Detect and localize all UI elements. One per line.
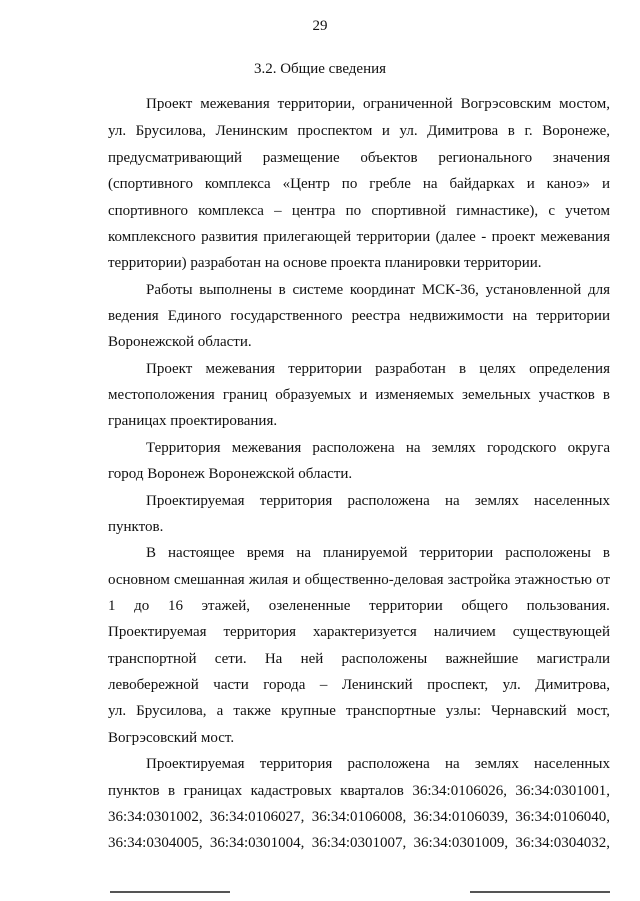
paragraph-7-line-1: Проектируемая территория расположена на землях населенных [146, 756, 610, 772]
paragraph-6-line-1: В настоящее время на планируемой территории расположены в [146, 545, 610, 561]
paragraph-1-line-1: Проект межевания территории, ограниченной Вогрэсовским мостом, [146, 96, 610, 112]
page-number: 29 [312, 18, 328, 34]
paragraph-4-line-1: Территория межевания расположена на землях городского округа [146, 440, 610, 456]
word-7: общего [461, 598, 508, 614]
word-2: до [134, 598, 150, 614]
paragraph-2-line-1: Работы выполнены в системе координат МСК-36, установленной для [146, 282, 610, 298]
paragraph-6-line-8: Вогрэсовский мост. [108, 730, 235, 746]
word-8: пользования. [526, 598, 610, 614]
word-1: 1 [108, 598, 116, 614]
scan-edge-mark-right [470, 891, 610, 893]
paragraph-1-line-2: ул. Брусилова, Ленинским проспектом и ул. Димитрова в г. Воронеже, [108, 123, 610, 139]
scan-edge-mark-left [110, 891, 230, 893]
paragraph-6-line-2: основном смешанная жилая и общественно-деловая застройка этажностью от [108, 572, 610, 588]
paragraph-1-line-7: территории) разработан на основе проекта планировки территории. [108, 255, 542, 271]
paragraph-3-line-3: границах проектирования. [108, 413, 278, 429]
paragraph-1-line-5: спортивного комплекса – центра по спортивной гимнастике), с учетом [108, 203, 610, 219]
section-heading: 3.2. Общие сведения [253, 61, 387, 77]
paragraph-1-line-6: комплексного развития прилегающей территории (далее - проект межевания [108, 229, 610, 245]
word-3: 16 [167, 598, 183, 614]
word-6: территории [369, 598, 443, 614]
paragraph-4-line-2: город Воронеж Воронежской области. [108, 466, 353, 482]
paragraph-3-line-2: местоположения границ образуемых и изменяемых земельных участков в [108, 387, 610, 403]
paragraph-2-line-2: ведения Единого государственного реестра недвижимости на территории [108, 308, 610, 324]
paragraph-6-line-4: Проектируемая территория характеризуется наличием существующей [108, 624, 610, 640]
paragraph-5-line-2: пунктов. [108, 519, 164, 535]
paragraph-1-line-3: предусматривающий размещение объектов регионального значения [108, 150, 610, 166]
paragraph-1-line-4: (спортивного комплекса «Центр по гребле на байдарках и каноэ» и [108, 176, 610, 192]
paragraph-3-line-1: Проект межевания территории разработан в целях определения [146, 361, 610, 377]
paragraph-6-line-5: транспортной сети. На ней расположены важнейшие магистрали [108, 651, 610, 667]
paragraph-7-line-4: 36:34:0304005, 36:34:0301004, 36:34:0301007, 36:34:0301009, 36:34:0304032, [108, 835, 610, 851]
paragraph-6-line-6: левобережной части города – Ленинский проспект, ул. Димитрова, [108, 677, 610, 693]
paragraph-6-line-3 [108, 593, 610, 619]
paragraph-2-line-3: Воронежской области. [108, 334, 252, 350]
paragraph-7-line-2: пунктов в границах кадастровых кварталов 36:34:0106026, 36:34:0301001, [108, 783, 610, 799]
paragraph-6-line-7: ул. Брусилова, а также крупные транспортные узлы: Чернавский мост, [108, 703, 610, 719]
word-5: озелененные [268, 598, 351, 614]
word-4: этажей, [201, 598, 251, 614]
paragraph-7-line-3: 36:34:0301002, 36:34:0106027, 36:34:0106008, 36:34:0106039, 36:34:0106040, [108, 809, 610, 825]
paragraph-5-line-1: Проектируемая территория расположена на землях населенных [146, 493, 610, 509]
